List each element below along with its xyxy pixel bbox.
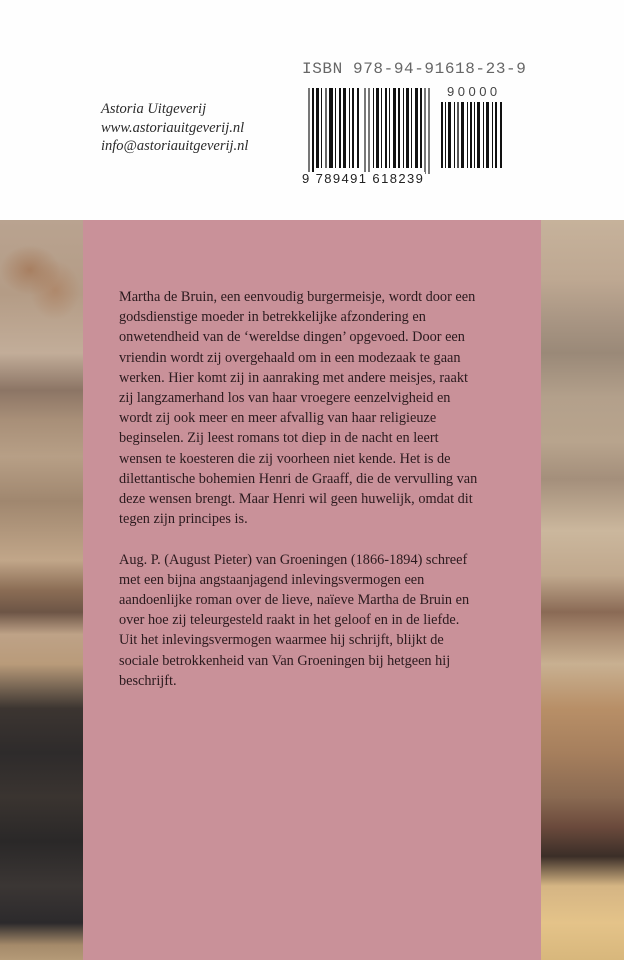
text-line: werken. Hier komt zij in aanraking met andere meisjes, raakt [119,369,468,386]
blurb-text [119,287,529,711]
text-line: tegen zijn principes is. [119,511,248,528]
text-line: wordt zij ook meer en meer afvallig van haar religieuze [119,410,437,427]
text-line: beschrijft. [119,672,177,689]
text-line: met een bijna angstaanjagend inlevingsvermogen een [119,571,425,588]
text-line: Aug. P. (August Pieter) van Groeningen (1866-1894) schreef [119,551,468,568]
isbn-label: ISBN 978-94-91618-23-9 [302,60,527,78]
publisher-info [101,100,248,156]
cover-painting-left-strip [0,220,83,960]
text-line: zij langzamerhand los van haar vroegere eenzelvigheid en [119,390,451,407]
ean-barcode-icon [308,88,430,174]
text-line: wensen te koesteren die zij voorheen niet kende. Het is de [119,450,451,467]
publisher-website: www.astoriauitgeverij.nl [101,119,245,136]
publisher-email: info@astoriauitgeverij.nl [101,138,249,154]
text-line: dilettantische bohemien Henri de Graaff, die de vervulling van [119,470,478,487]
addon-barcode-icon [441,102,503,168]
text-line: vriendin wordt zij overgehaald om in een modezaak te gaan [119,349,461,366]
text-line: godsdienstige moeder in betrekkelijke afzondering en [119,309,426,326]
text-line: deze wensen brengt. Maar Henri wil geen huwelijk, omdat dit [119,491,473,508]
text-line: over hoe zij teleurgesteld raakt in het geloof en in de liefde. [119,612,460,629]
publisher-name: Astoria Uitgeverij [101,101,207,117]
addon-digits: 90000 [447,84,501,99]
text-line: sociale betrokkenheid van Van Groeningen bij hetgeen hij [119,652,451,669]
cover-painting-right-strip [541,220,624,960]
blurb-paragraph-author [119,550,529,691]
text-line: aandoenlijke roman over de lieve, naïeve Martha de Bruin en [119,592,470,609]
blurb-paragraph-synopsis [119,287,529,529]
text-line: Martha de Bruin, een eenvoudig burgermeisje, wordt door een [119,289,476,305]
text-line: beginselen. Zij leest romans tot diep in de nacht en leert [119,430,439,447]
text-line: Uit het inlevingsvermogen waarmee hij schrijft, blijkt de [119,632,444,649]
ean-digits: 9 789491 618239 [302,171,425,186]
text-line: onwetendheid van de ‘wereldse dingen’ opgevoed. Door een [119,329,465,346]
